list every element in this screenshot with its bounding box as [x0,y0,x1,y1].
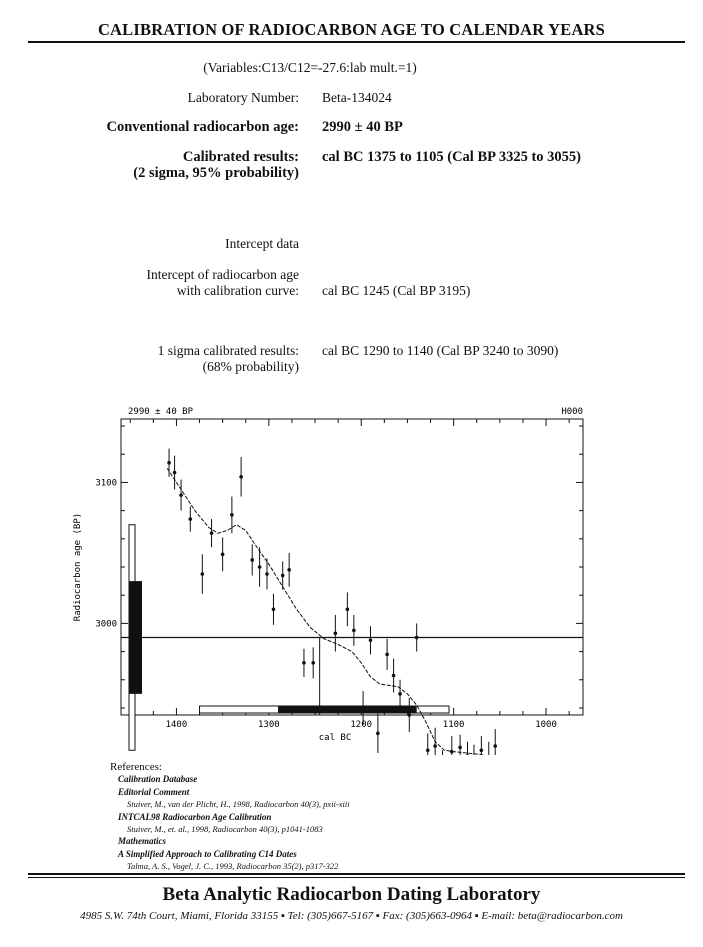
data-point [493,744,497,748]
data-point [258,565,262,569]
variables-line: (Variables:C13/C12=-27.6:lab mult.=1) [203,60,417,75]
data-point [369,638,373,642]
data-point [346,607,350,611]
x-tick-label: 1000 [535,720,557,730]
data-point [426,748,430,752]
data-point [281,574,285,578]
data-point [376,732,380,736]
calibration-chart [0,400,703,755]
data-point [221,553,225,557]
lab-number-value: Beta-134024 [322,90,392,105]
intercept-value: cal BC 1245 (Cal BP 3195) [322,283,471,298]
data-point [385,653,389,657]
data-point [239,475,243,479]
plot-frame [121,419,583,715]
sigma1-label: 1 sigma calibrated results: [157,343,299,358]
data-point [265,572,269,576]
x-tick-label: 1100 [442,720,465,730]
intercept-heading: Intercept data [225,236,299,251]
references [110,761,350,873]
reference-title: A Simplified Approach to Calibrating C14 Dates [118,848,297,859]
lab-address: 4985 S.W. 74th Court, Miami, Florida 33155 ▪ Tel: (305)667-5167 ▪ Fax: (305)663-0964 ▪ E-mail: beta@radiocarbon.com [80,910,623,922]
sigma1-value: cal BC 1290 to 1140 (Cal BP 3240 to 3090) [322,343,559,358]
data-point [361,706,365,710]
sigma1-sub: (68% probability) [202,359,299,374]
y-tick-label: 3100 [95,478,117,489]
data-point [201,572,205,576]
data-point [179,493,183,497]
chart-corner-right: H000 [561,407,583,417]
data-point [167,461,171,465]
data-point [415,636,419,640]
reference-title: Calibration Database [118,774,198,785]
y-axis-title: Radiocarbon age (BP) [73,512,83,622]
data-point [450,750,454,754]
data-point [407,713,411,717]
x-tick-label: 1200 [350,720,373,730]
x-tick-label: 1300 [257,720,280,730]
y-tick-label: 3000 [95,619,117,630]
data-point [392,674,396,678]
reference-title: INTCAL98 Radiocarbon Age Calibration [118,811,272,822]
conv-age-label: Conventional radiocarbon age: [106,119,299,135]
footer-rule-thin [28,877,685,878]
lab-number-label: Laboratory Number: [187,90,299,105]
conv-age-value: 2990 ± 40 BP [322,119,403,135]
intercept-label-2: with calibration curve: [176,283,299,298]
reference-citation: Talma, A. S., Vogel, J. C., 1993, Radiocarbon 35(2), p317-322 [127,861,339,872]
data-point [398,692,402,696]
cal-1sigma-bar [278,706,417,713]
cal-results-sub: (2 sigma, 95% probability) [133,165,299,181]
data-point [250,558,254,562]
footer-rule [28,873,685,875]
data-point [272,607,276,611]
intercept-label-1: Intercept of radiocarbon age [146,267,299,282]
x-tick-label: 1400 [165,720,188,730]
data-point [173,471,177,475]
data-point [302,661,306,665]
data-point [334,631,338,635]
data-point [352,629,356,633]
chart-corner-left: 2990 ± 40 BP [128,407,194,417]
x-axis-title: cal BC [318,733,352,743]
data-point [458,746,462,750]
data-point [311,661,315,665]
document-title: CALIBRATION OF RADIOCARBON AGE TO CALENDAR YEARS [97,20,606,39]
reference-citation: Stuiver, M., van der Plicht, H., 1998, Radiocarbon 40(3), pxii-xiii [127,799,350,810]
data-point [230,513,234,517]
reference-title: Mathematics [118,836,167,847]
data-point [480,748,484,752]
cal-results-value: cal BC 1375 to 1105 (Cal BP 3325 to 3055) [322,149,581,165]
data-point [287,568,291,572]
top-rule [28,41,685,43]
data-point [189,517,193,521]
reference-title: Editorial Comment [118,786,190,797]
data-point [433,744,437,748]
data-point [466,754,470,755]
lab-name: Beta Analytic Radiocarbon Dating Laboratory [162,884,541,905]
reference-citation: Stuiver, M., et. al., 1998, Radiocarbon 40(3), p1041-1083 [127,824,323,835]
references-heading: References: [110,761,162,773]
cal-results-label: Calibrated results: [182,149,299,165]
data-point [210,531,214,535]
